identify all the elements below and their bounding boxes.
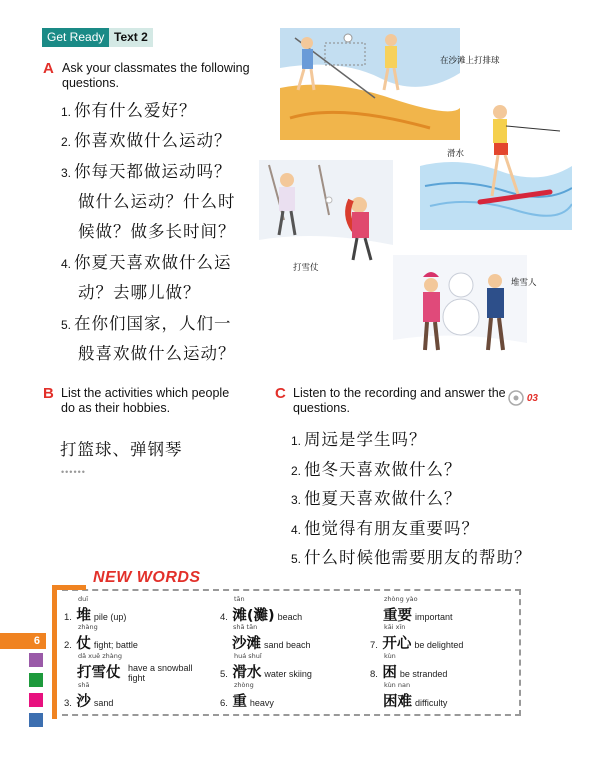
section-b-letter: B xyxy=(43,385,54,402)
word-6: zhòng 6. 重 heavy xyxy=(220,681,274,710)
section-c-instruction: Listen to the recording and answer the questions. xyxy=(293,386,506,415)
snowman-illustration xyxy=(393,255,527,371)
side-square-green xyxy=(29,673,43,687)
question-a-3-line-2: 做什么运动？什么时 xyxy=(78,192,236,211)
question-c-1: 1. 周远是学生吗？ xyxy=(291,430,427,449)
question-c-4: 4. 他觉得有朋友重要吗？ xyxy=(291,519,480,538)
word-2-compound: dǎ xuě zhàng 打雪仗 have a snowball fight xyxy=(77,652,193,683)
audio-track-icon[interactable] xyxy=(506,389,540,407)
section-a-instruction: Ask your classmates the following questions. xyxy=(62,61,250,90)
snowman-caption: 堆雪人 xyxy=(511,278,537,288)
question-a-5-line-2: 般喜欢做什么运动？ xyxy=(78,344,236,363)
word-4-compound: shā tān 沙滩 sand beach xyxy=(232,623,311,652)
section-b-instruction: List the activities which people do as their hobbies. xyxy=(61,386,230,415)
new-words-title: NEW WORDS xyxy=(93,569,201,586)
side-square-pink xyxy=(29,693,43,707)
question-a-5: 5. 在你们国家，人们一 xyxy=(61,314,232,333)
question-a-4-line-2: 动？去哪儿做？ xyxy=(78,283,201,302)
snowball-fight-caption: 打雪仗 xyxy=(293,263,319,273)
question-c-5: 5. 什么时候他需要朋友的帮助？ xyxy=(291,548,532,567)
new-words-frame-bar xyxy=(52,585,57,719)
text-label-tab: Text 2 xyxy=(109,28,153,47)
question-a-2: 2. 你喜欢做什么运动？ xyxy=(61,131,232,150)
water-skiing-caption: 滑水 xyxy=(447,149,465,159)
word-5: huá shuǐ 5. 滑水 water skiing xyxy=(220,652,312,681)
section-a-letter: A xyxy=(43,60,54,77)
question-a-1: 1. 你有什么爱好？ xyxy=(61,101,197,120)
side-square-purple xyxy=(29,653,43,667)
question-a-3: 3. 你每天都做运动吗？ xyxy=(61,162,232,181)
word-6-compound: zhòng yào 重要 important xyxy=(383,595,453,624)
beach-volleyball-caption: 在沙滩上打排球 xyxy=(440,56,500,66)
section-c-letter: C xyxy=(275,385,286,402)
page-number: 6 xyxy=(0,633,46,649)
water-skiing-illustration xyxy=(420,96,572,230)
question-c-2: 2. 他冬天喜欢做什么？ xyxy=(291,460,462,479)
audio-track-number: 03 xyxy=(526,393,538,404)
word-7: kāi xīn 7. 开心 be delighted xyxy=(370,623,464,652)
word-3: shā 3. 沙 sand xyxy=(64,681,114,710)
new-words-frame-top xyxy=(52,585,86,590)
question-a-4: 4. 你夏天喜欢做什么运 xyxy=(61,253,232,272)
question-c-3: 3. 他夏天喜欢做什么？ xyxy=(291,489,462,508)
get-ready-tab: Get Ready xyxy=(42,28,109,47)
word-8: kùn 8. 困 be stranded xyxy=(370,652,448,681)
word-2: zhàng 2. 仗 fight; battle xyxy=(64,623,138,652)
side-square-blue xyxy=(29,713,43,727)
section-b-example: 打篮球、弹钢琴 xyxy=(60,440,183,459)
continuation-dots: •••••• xyxy=(61,467,86,477)
word-8-compound: kùn nan 困难 difficulty xyxy=(383,681,448,710)
word-1: duī 1. 堆 pile (up) xyxy=(64,595,127,624)
snowball-fight-illustration xyxy=(259,160,393,275)
question-a-3-line-3: 候做？做多长时间？ xyxy=(78,222,236,241)
word-4: tān 4. 滩(灘) beach xyxy=(220,595,303,624)
